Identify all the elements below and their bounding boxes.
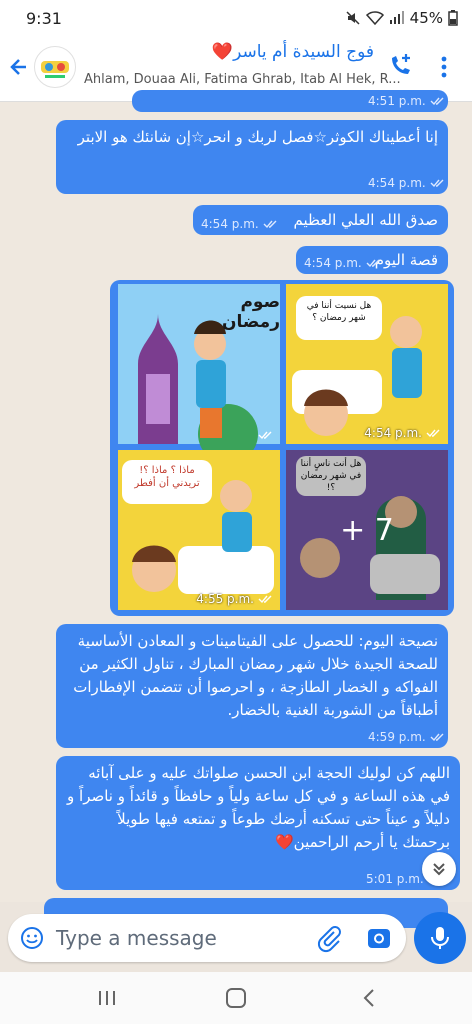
mute-icon (345, 10, 361, 26)
add-call-icon[interactable] (386, 52, 414, 80)
image-time: 4:55 p.m. (196, 592, 254, 606)
chevron-double-down-icon (431, 861, 447, 877)
image-caption: صوم رمضان (222, 292, 280, 332)
double-check-icon (263, 219, 279, 229)
home-icon[interactable] (226, 988, 246, 1008)
message-time: 4:51 p.m. (368, 94, 426, 108)
double-check-icon (430, 178, 446, 188)
image-caption: هل أنت ناسٍ أننا في شهر رمضان ؟! (300, 459, 362, 493)
message-text: إنا أعطيناك الكوثر☆فصل لربك و انحر☆إن شانئك هو الابتر (77, 128, 438, 146)
message-bubble[interactable] (56, 120, 448, 194)
back-nav-icon[interactable] (362, 988, 376, 1008)
paperclip-icon[interactable] (316, 924, 342, 952)
system-nav-bar (0, 972, 472, 1024)
message-bubble[interactable] (56, 756, 460, 890)
double-check-icon (258, 594, 274, 604)
message-text: اللهم كن لوليك الحجة ابن الحسن صلواتك عليه و على آبائه في هذه الساعة و في كل ساعة ولياً و حافظاً و قائداً و ناصراً و دليلاً و عيناً حتى تسكنه أرضك طوعاً و تمتعه فيها طويلاً برحمتك يا أرحم الراحمين❤️ (67, 764, 450, 851)
more-images-count[interactable]: + 7 (286, 450, 448, 610)
group-title[interactable]: فوج السيدة أم ياسر❤️ (211, 42, 374, 62)
message-bubble[interactable] (296, 246, 448, 274)
group-avatar[interactable] (34, 46, 76, 88)
double-check-icon (366, 258, 382, 268)
chat-area[interactable] (0, 94, 472, 902)
message-input[interactable]: Type a message (56, 926, 217, 950)
scroll-down-button[interactable] (422, 852, 456, 886)
battery-level: 45% (409, 9, 443, 27)
battery-icon (448, 10, 458, 26)
arrow-left-icon[interactable] (6, 54, 32, 80)
message-bubble[interactable] (193, 205, 448, 235)
emoji-icon[interactable] (20, 926, 44, 950)
mic-icon (429, 925, 451, 951)
album-image[interactable] (118, 450, 280, 610)
image-time: 4:54 p.m. (364, 426, 422, 440)
double-check-icon (258, 430, 274, 440)
image-album[interactable] (110, 280, 454, 616)
signal-icon (389, 11, 405, 25)
message-time: 4:54 p.m. (304, 256, 362, 270)
message-time: 4:54 p.m. (201, 217, 259, 231)
mic-button[interactable] (414, 912, 466, 964)
image-caption: ماذا ؟ ماذا ؟! تريدني أن أفطر (134, 465, 200, 489)
message-bubble[interactable] (56, 624, 448, 748)
message-time: 4:54 p.m. (368, 176, 426, 190)
double-check-icon (430, 732, 446, 742)
message-text: نصيحة اليوم: للحصول على الفيتامينات و المعادن الأساسية للصحة الجيدة خلال شهر رمضان المبارك ، تناول الكثير من الفواكه و الخضار الطازجة ، و احرصوا أن تتضمن الإفطارات أطباقاً من الشوربة الغنية بالخضار. (73, 632, 438, 719)
wifi-icon (366, 11, 384, 25)
group-members[interactable]: Ahlam, Douaa Ali, Fatima Ghrab, Itab Al Hek, R... (84, 72, 401, 87)
message-bubble[interactable] (132, 90, 448, 112)
camera-icon[interactable] (366, 926, 392, 950)
double-check-icon (430, 96, 446, 106)
recent-apps-icon[interactable] (97, 990, 117, 1006)
double-check-icon (426, 428, 442, 438)
album-image[interactable] (118, 284, 280, 444)
album-image[interactable] (286, 284, 448, 444)
status-bar (0, 0, 472, 36)
message-time: 5:01 p.m. (366, 872, 424, 886)
message-time: 4:59 p.m. (368, 730, 426, 744)
album-image[interactable] (286, 450, 448, 610)
more-vert-icon[interactable] (438, 54, 450, 80)
status-time: 9:31 (26, 8, 62, 28)
message-text: قصة اليوم (374, 251, 438, 269)
message-text: صدق الله العلي العظيم (293, 211, 438, 229)
image-caption: هل نسيت أننا في شهر رمضان ؟ (306, 301, 372, 323)
message-input-bar[interactable] (8, 914, 406, 962)
